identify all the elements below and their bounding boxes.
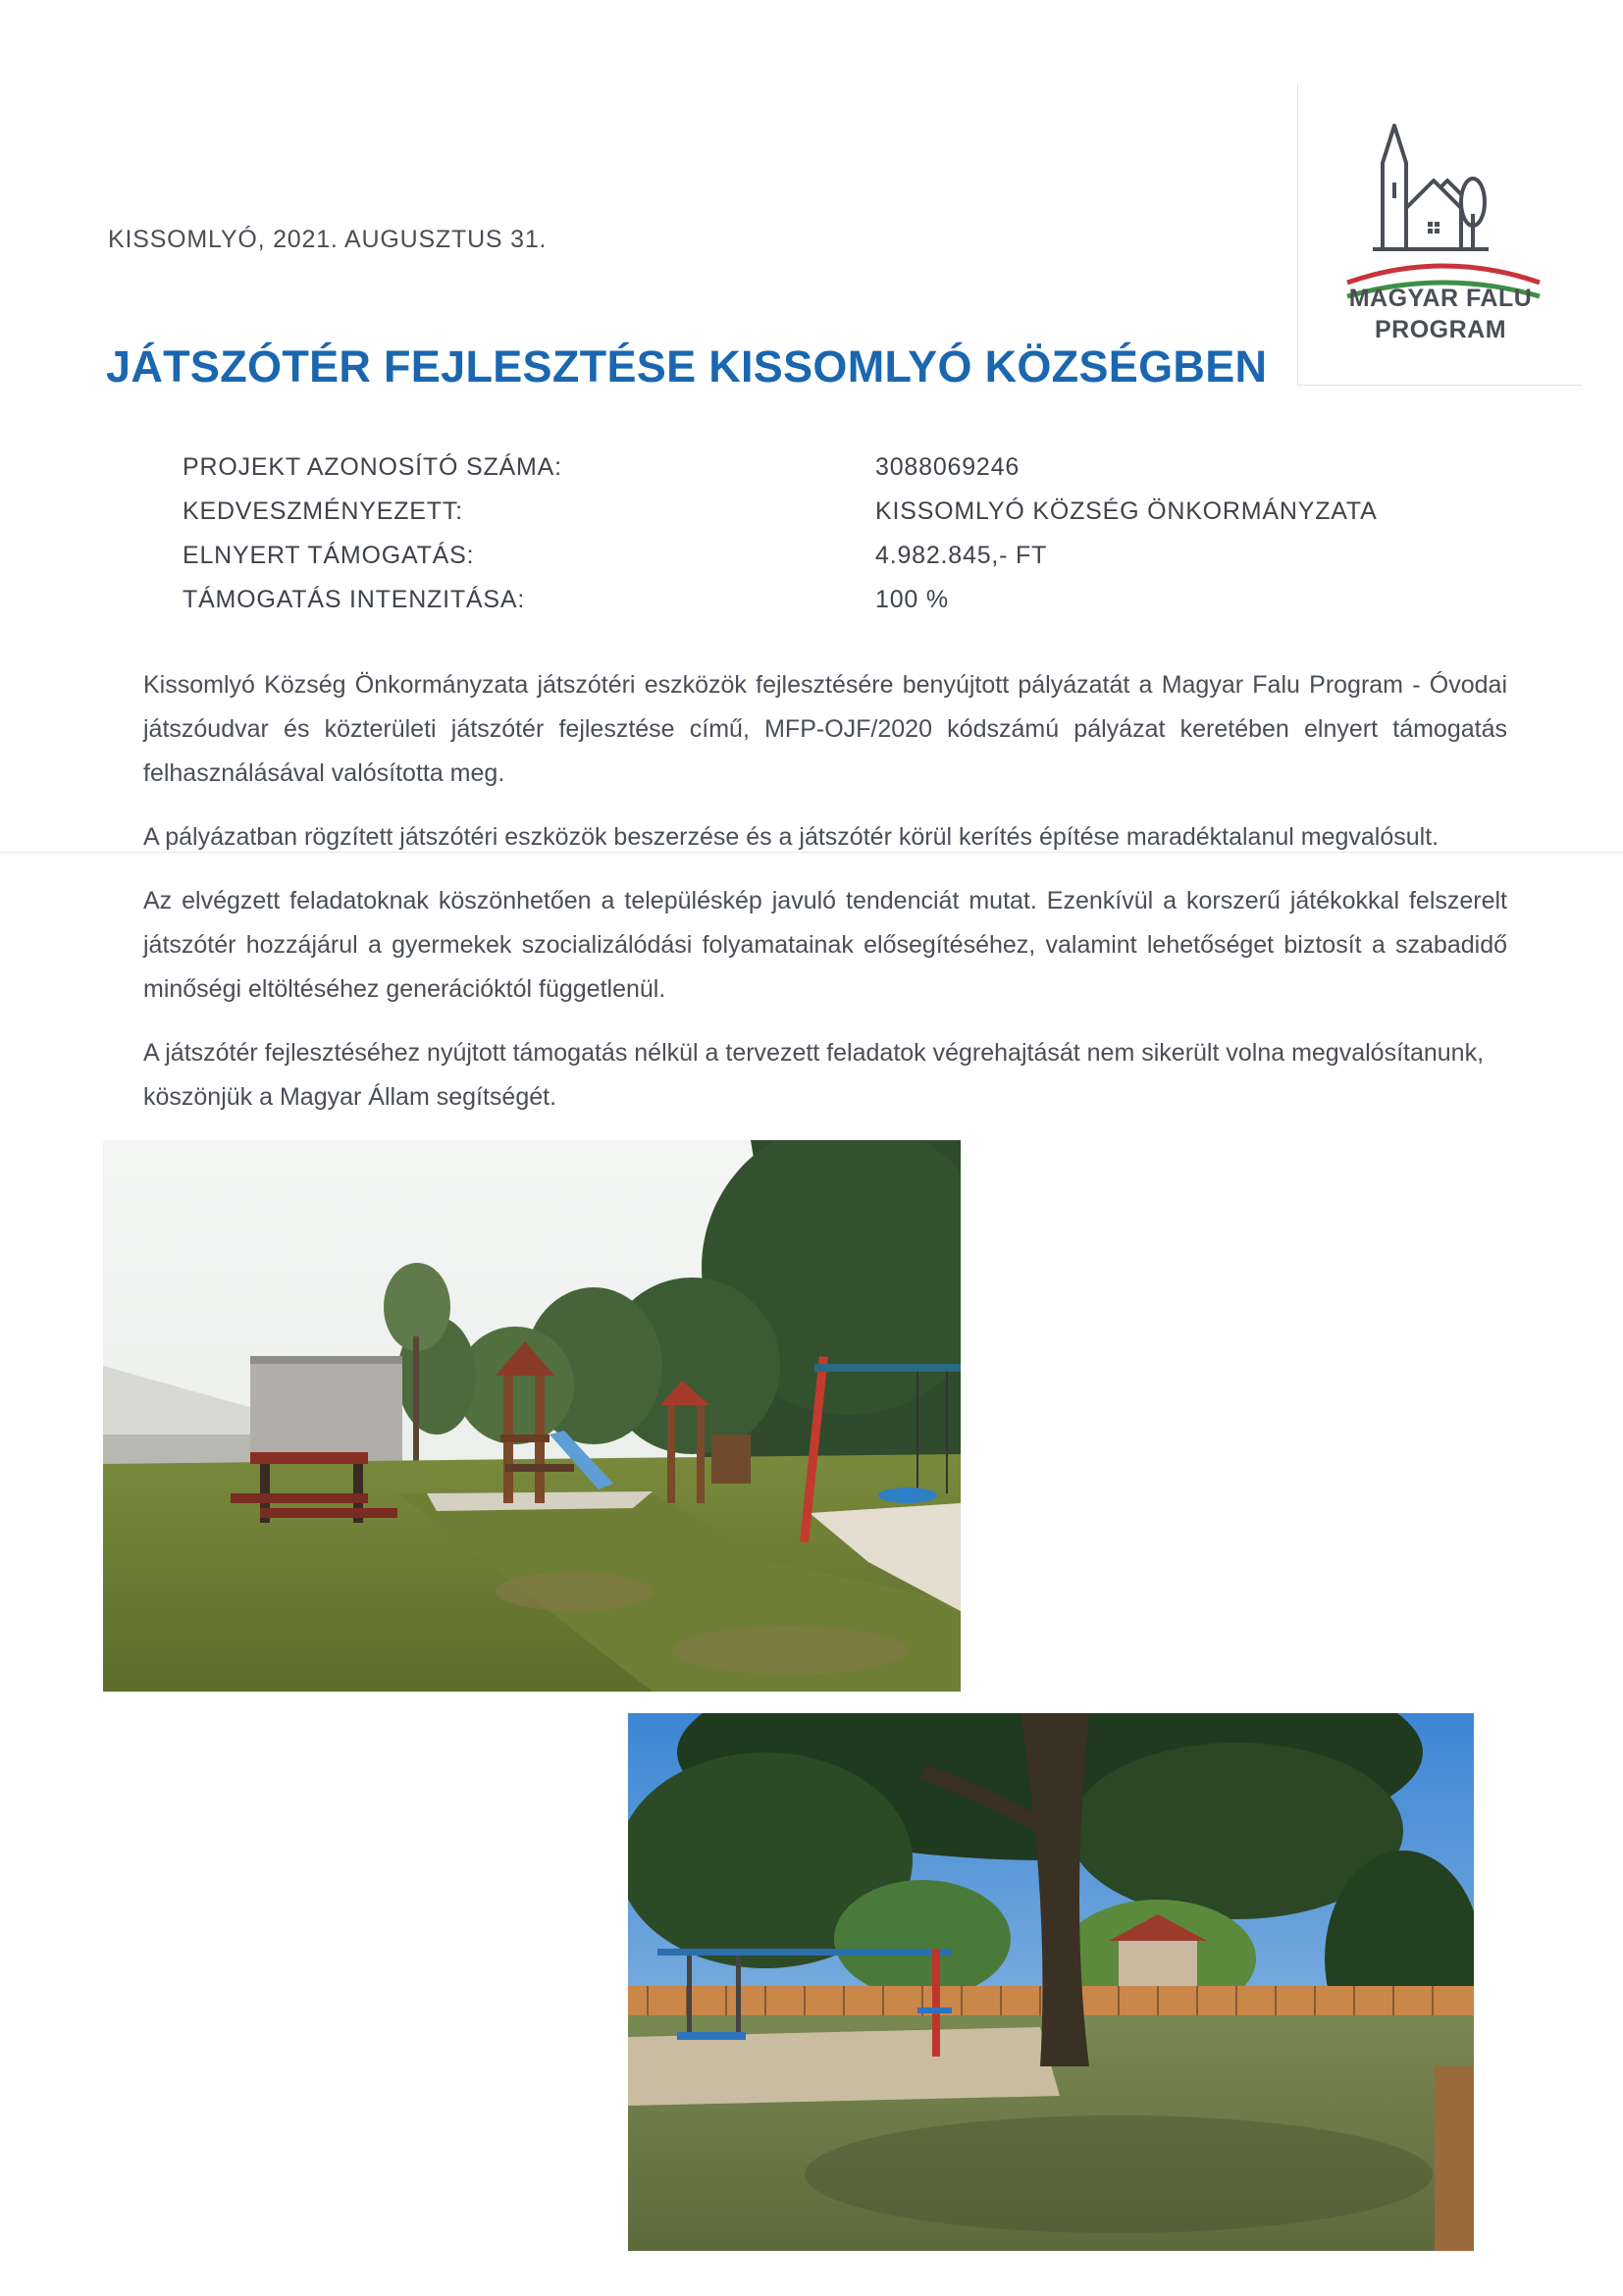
info-row-beneficiary bbox=[183, 497, 1458, 542]
info-value: KISSOMLYÓ KÖZSÉG ÖNKORMÁNYZATA bbox=[875, 497, 1378, 525]
paragraph-3: Az elvégzett feladatoknak köszönhetően a településkép javuló tendenciát mutat. Ezenkívül a korszerű játékokkal felszerelt játszótér hozzájárul a gyermekek szocializálódási folyamatainak elősegítéséhez, valamint lehetőséget biztosít a szabadidő minőségi eltöltéséhez generációktól függetlenül. bbox=[143, 887, 1507, 1003]
scan-artifact-line bbox=[0, 852, 1623, 853]
info-value: 100 % bbox=[875, 586, 949, 613]
paragraph-4: A játszótér fejlesztéséhez nyújtott támogatás nélkül a tervezett feladatok végrehajtását nem sikerült volna megvalósítanunk, köszönjük a Magyar Állam segítségét. bbox=[143, 1039, 1485, 1111]
info-label: PROJEKT AZONOSÍTÓ SZÁMA: bbox=[183, 453, 562, 481]
paragraph-2: A pályázatban rögzített játszótéri eszközök beszerzése és a játszótér körül kerítés építése maradéktalanul megvalósult. bbox=[143, 823, 1440, 851]
info-value: 4.982.845,- FT bbox=[875, 542, 1048, 569]
program-logo bbox=[1297, 84, 1583, 386]
info-label: KEDVESZMÉNYEZETT: bbox=[183, 497, 463, 525]
playground-photo-2 bbox=[628, 1713, 1474, 2251]
info-row-grant-intensity bbox=[183, 586, 1458, 630]
logo-text-line1: MAGYAR FALU bbox=[1348, 285, 1533, 312]
project-info-table bbox=[183, 453, 1458, 630]
paragraph-1: Kissomlyó Község Önkormányzata játszótéri eszközök fejlesztésére benyújtott pályázatát a Magyar Falu Program - Óvodai játszóudvar és közterületi játszótér fejlesztése című, MFP-OJF/2020 kódszámú pályázat keretében elnyert támogatás felhasználásával valósította meg. bbox=[143, 671, 1507, 787]
logo-text-line2: PROGRAM bbox=[1374, 316, 1507, 343]
info-row-grant-amount bbox=[183, 542, 1458, 586]
info-label: ELNYERT TÁMOGATÁS: bbox=[183, 542, 475, 569]
playground-photo-1 bbox=[103, 1140, 961, 1692]
document-date: KISSOMLYÓ, 2021. AUGUSZTUS 31. bbox=[108, 226, 548, 253]
info-value: 3088069246 bbox=[875, 453, 1021, 481]
body-text bbox=[143, 663, 1507, 1139]
document-title: JÁTSZÓTÉR FEJLESZTÉSE KISSOMLYÓ KÖZSÉGBEN bbox=[106, 341, 1268, 391]
info-label: TÁMOGATÁS INTENZITÁSA: bbox=[183, 586, 526, 613]
info-row-project-id bbox=[183, 453, 1458, 497]
